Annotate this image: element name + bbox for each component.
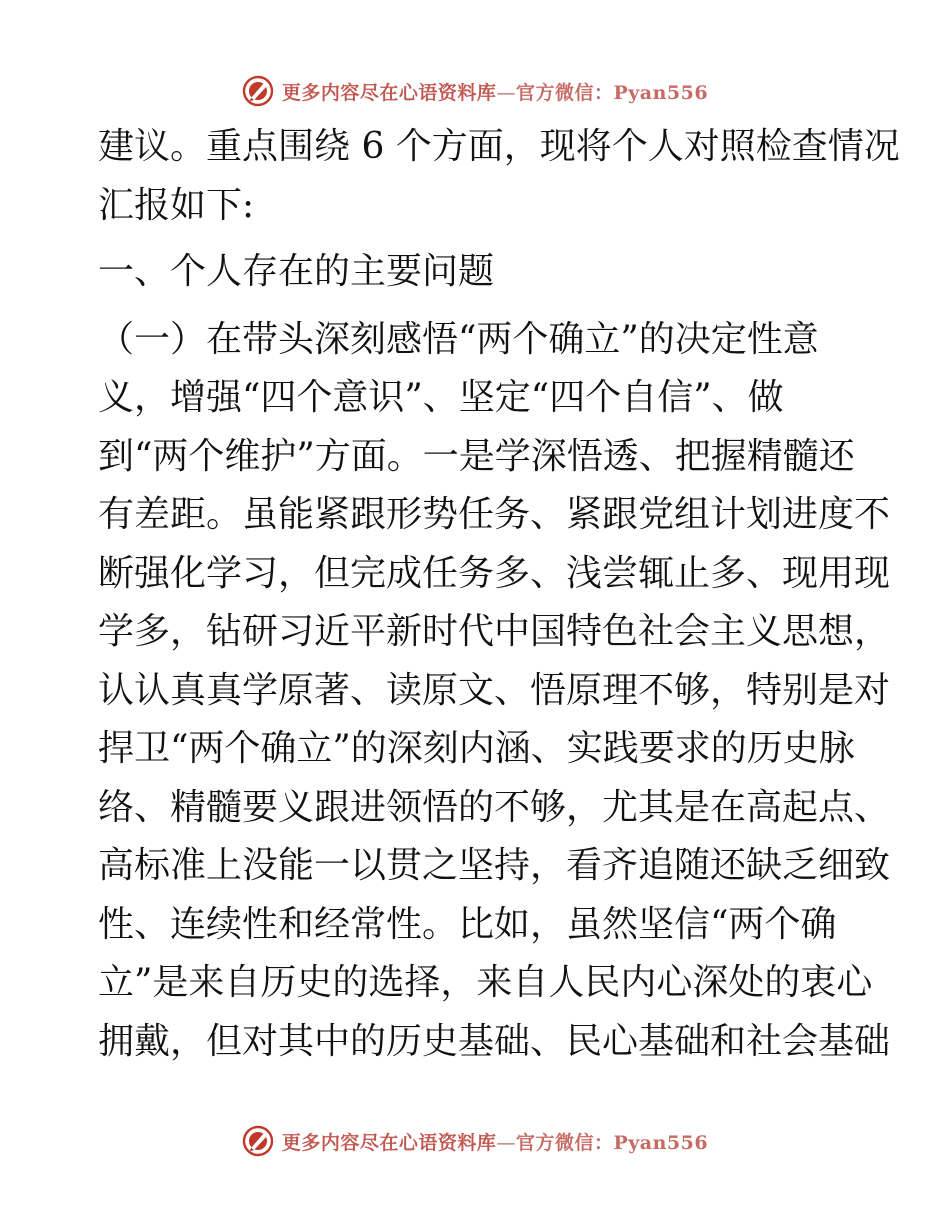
body-line: 有差距。虽能紧跟形势任务、紧跟党组计划进度不 bbox=[98, 494, 891, 535]
pen-logo-icon bbox=[242, 75, 274, 107]
body-line: 认认真真学原著、读原文、悟原理不够，特别是对 bbox=[98, 669, 891, 711]
body-line: 立”是来自历史的选择，来自人民内心深处的衷心 bbox=[98, 962, 873, 1003]
body-line: 到“两个维护”方面。一是学深悟透、把握精髓还 bbox=[98, 435, 855, 477]
pen-logo-icon bbox=[242, 1125, 274, 1157]
watermark-text: 更多内容尽在心语资料库 bbox=[281, 1131, 497, 1154]
watermark-wechat-id: Pyan556 bbox=[613, 81, 709, 104]
watermark-text: 更多内容尽在心语资料库 bbox=[281, 81, 497, 104]
body-line: 性、连续性和经常性。比如，虽然坚信“两个确 bbox=[98, 903, 837, 945]
watermark-wechat-label: 官方微信： bbox=[515, 1131, 614, 1154]
body-line: 络、精髓要义跟进领悟的不够，尤其是在高起点、 bbox=[98, 786, 891, 828]
body-line: 学多，钻研习近平新时代中国特色社会主义思想， bbox=[98, 611, 891, 652]
watermark-wechat-label: 官方微信： bbox=[515, 81, 614, 104]
header-watermark bbox=[0, 71, 950, 111]
document-body bbox=[98, 118, 900, 1071]
body-line: 义，增强“四个意识”、坚定“四个自信”、做 bbox=[98, 377, 784, 418]
footer-watermark bbox=[0, 1121, 950, 1161]
body-line: 高标准上没能一以贯之坚持，看齐追随还缺乏细致 bbox=[98, 845, 891, 886]
intro-line: 建议。重点围绕 6 个方面，现将个人对照检查情况 bbox=[98, 126, 900, 167]
body-line: 断强化学习，但完成任务多、浅尝辄止多、现用现 bbox=[98, 552, 891, 594]
watermark-separator: — bbox=[496, 1131, 516, 1154]
body-line: 捍卫“两个确立”的深刻内涵、实践要求的历史脉 bbox=[98, 728, 855, 769]
intro-line: 汇报如下: bbox=[98, 184, 255, 226]
section-heading: 一、个人存在的主要问题 bbox=[98, 251, 495, 292]
body-line: （一）在带头深刻感悟“两个确立”的决定性意 bbox=[98, 318, 819, 360]
watermark-separator: — bbox=[496, 81, 516, 104]
watermark-wechat-id: Pyan556 bbox=[613, 1131, 709, 1154]
body-line: 拥戴，但对其中的历史基础、民心基础和社会基础 bbox=[98, 1020, 891, 1062]
